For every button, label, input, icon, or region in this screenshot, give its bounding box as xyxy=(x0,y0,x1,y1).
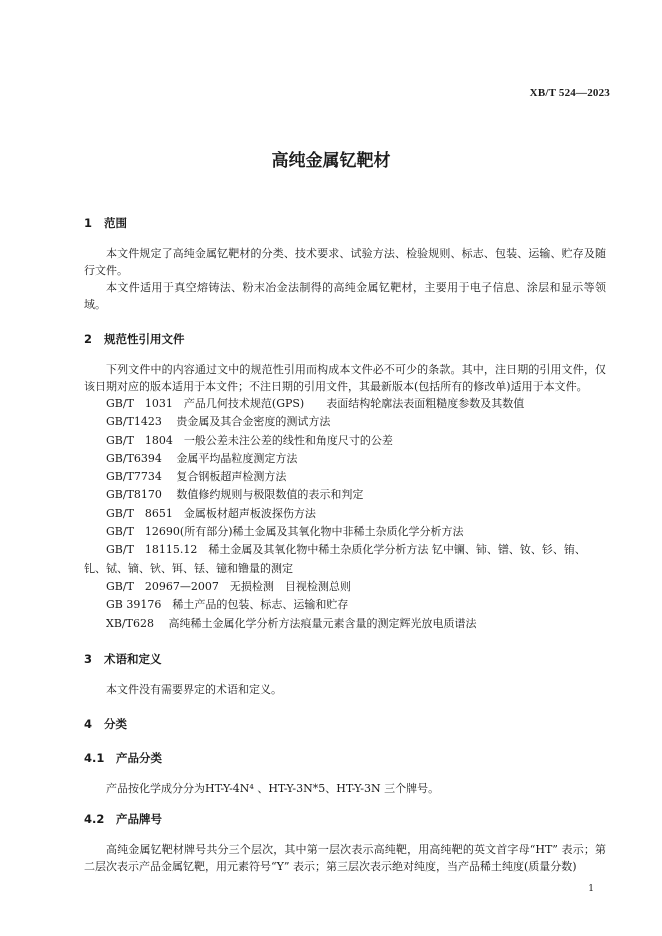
reference-item: GB/T 12690(所有部分)稀土金属及其氧化物中非稀土杂质化学分析方法 xyxy=(106,525,464,539)
section-number: 2 xyxy=(84,332,93,346)
paragraph: 产品按化学成分分为HT-Y-4N⁴ 、HT-Y-3N*5、HT-Y-3N 三个牌号。 xyxy=(106,781,440,795)
subsection-4-1-heading xyxy=(84,750,606,766)
reference-item: GB/T6394 金属平均晶粒度测定方法 xyxy=(106,451,298,465)
section-number: 1 xyxy=(84,216,93,230)
page-number: 1 xyxy=(588,884,594,894)
reference-item: GB/T 20967—2007 无损检测 目视检测总则 xyxy=(106,579,351,593)
reference-item: GB/T1423 贵金属及其合金密度的测试方法 xyxy=(106,415,331,429)
subsection-number: 4.2 xyxy=(84,811,105,826)
section-3-heading xyxy=(84,651,606,667)
section-number: 3 xyxy=(84,651,93,666)
paragraph: 下列文件中的内容通过文中的规范性引用而构成本文件必不可少的条款。其中，注日期的引用文件，仅该日期对应的版本适用于本文件；不注日期的引用文件，其最新版本(包括所有的修改单)适用于本文件。 xyxy=(84,363,606,393)
standard-number: XB/T 524—2023 xyxy=(529,87,610,99)
paragraph: 高纯金属钇靶材牌号共分三个层次，其中第一层次表示高纯靶，用高纯靶的英文首字母“HT” 表示；第二层次表示产品金属钇靶，用元素符号“Y” 表示；第三层次表示绝对纯度，当产品稀土纯度(质量分数) xyxy=(84,842,606,873)
reference-item: GB/T 8651 金属板材超声板波探伤方法 xyxy=(106,506,316,520)
paragraph: 本文件适用于真空熔铸法、粉末冶金法制得的高纯金属钇靶材，主要用于电子信息、涂层和显示等领域。 xyxy=(84,281,606,311)
subsection-title: 产品分类 xyxy=(116,750,163,765)
reference-item: GB 39176 稀土产品的包装、标志、运输和贮存 xyxy=(106,598,349,612)
section-title: 规范性引用文件 xyxy=(104,332,185,346)
reference-item: GB/T7734 复合钢板超声检测方法 xyxy=(106,470,287,484)
section-title: 术语和定义 xyxy=(104,651,162,666)
section-number: 4 xyxy=(84,716,93,731)
subsection-number: 4.1 xyxy=(84,750,105,765)
reference-item: GB/T 1031 产品几何技术规范(GPS) 表面结构轮廓法表面粗糙度参数及其数值 xyxy=(106,397,525,410)
paragraph: 本文件没有需要界定的术语和定义。 xyxy=(106,682,282,696)
subsection-4-2-heading xyxy=(84,811,606,827)
paragraph: 本文件规定了高纯金属钇靶材的分类、技术要求、试验方法、检验规则、标志、包装、运输、贮存及随行文件。 xyxy=(84,247,606,277)
reference-item: GB/T 18115.12 稀土金属及其氧化物中稀土杂质化学分析方法 钇中镧、铈、镨、钕、钐、铕、钆、铽、镝、钬、铒、铥、镱和镥量的测定 xyxy=(84,543,586,575)
document-body xyxy=(84,215,606,875)
section-1-heading xyxy=(84,215,606,231)
section-2-heading xyxy=(84,331,606,347)
section-title: 分类 xyxy=(104,716,128,731)
document-title: 高纯金属钇靶材 xyxy=(271,151,391,171)
reference-item: GB/T8170 数值修约规则与极限数值的表示和判定 xyxy=(106,488,364,502)
section-title: 范围 xyxy=(104,216,128,230)
subsection-title: 产品牌号 xyxy=(116,811,163,826)
reference-item: GB/T 1804 一般公差未注公差的线性和角度尺寸的公差 xyxy=(106,433,393,447)
reference-item: XB/T628 高纯稀土金属化学分析方法痕量元素含量的测定辉光放电质谱法 xyxy=(106,616,477,630)
section-4-heading xyxy=(84,716,606,732)
